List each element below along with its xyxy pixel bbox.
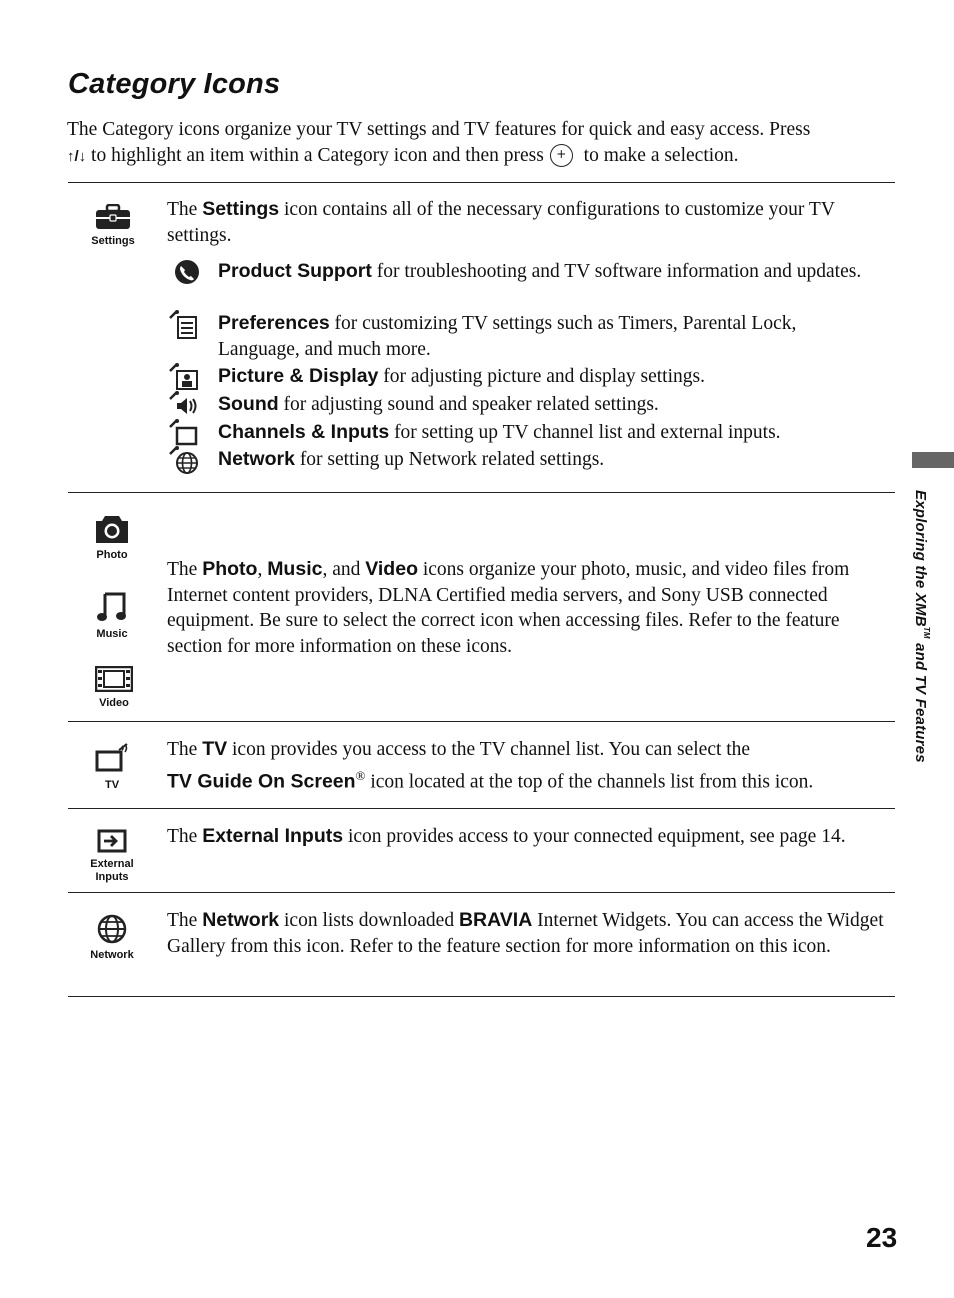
channels-inputs-desc: for setting up TV channel list and external inputs. [394, 422, 781, 443]
toolbox-icon [95, 204, 131, 230]
music-icon-label: Music [96, 628, 128, 640]
page-number: 23 [866, 1222, 898, 1253]
tv-icon-label: TV [104, 779, 120, 791]
tv-name: TV [202, 738, 228, 760]
tv-desc-2: icon located at the top of the channels list from this icon. [370, 771, 814, 792]
text: The [167, 910, 198, 931]
external-inputs-name: External Inputs [202, 825, 344, 847]
network-description [167, 908, 889, 959]
sound-desc: for adjusting sound and speaker related settings. [283, 394, 659, 415]
channels-inputs-icon [167, 419, 207, 449]
divider [68, 721, 895, 722]
tv-desc-1: icon provides you access to the TV channel list. You can select the [232, 739, 751, 760]
network-settings-icon [167, 446, 207, 476]
external-inputs-desc: icon provides access to your connected equipment, see page 14. [347, 826, 846, 847]
network-desc-2: Internet Widgets. You can access the Widget Gallery from this icon. Refer to the feature section for more information on this icon. [167, 910, 884, 957]
sub-item-network [167, 446, 867, 474]
intro-text-1: The Category icons organize your TV settings and TV features for quick and easy access. Press [67, 119, 811, 140]
globe-icon [96, 914, 128, 944]
external-inputs-category [67, 829, 157, 884]
picture-display-desc: for adjusting picture and display settings. [383, 366, 705, 387]
video-name: Video [365, 558, 418, 580]
media-description [167, 557, 889, 659]
divider [68, 808, 895, 809]
channels-inputs-name: Channels & Inputs [218, 421, 390, 443]
intro-text-3: to make a selection. [583, 145, 739, 166]
photo-category [67, 514, 157, 562]
product-support-desc: for troubleshooting and TV software information and updates. [376, 261, 862, 282]
network-category [67, 914, 157, 962]
text: The [167, 739, 198, 760]
tv-icon [93, 742, 131, 774]
intro-paragraph [67, 117, 897, 170]
settings-category [68, 204, 158, 248]
sub-item-channels-inputs [167, 419, 867, 447]
settings-icon-label: Settings [91, 235, 135, 247]
up-down-arrows-icon: ↑/↓ [67, 148, 87, 165]
sub-item-preferences [167, 310, 867, 362]
film-strip-icon [95, 666, 133, 692]
bravia-name: BRAVIA [458, 909, 533, 931]
network-name: Network [202, 909, 280, 931]
picture-display-name: Picture & Display [218, 365, 379, 387]
text: The [167, 199, 198, 220]
music-note-icon [96, 591, 128, 623]
network-settings-name: Network [218, 448, 295, 470]
tv-guide-name: TV Guide On Screen [167, 770, 356, 792]
select-button-icon [550, 144, 573, 167]
network-desc-1: icon lists downloaded [284, 910, 455, 931]
side-label-text-1: Exploring the XMB [912, 490, 929, 627]
registered-mark: ® [355, 767, 366, 783]
text: The [167, 559, 198, 580]
product-support-name: Product Support [218, 260, 372, 282]
comma: , [257, 559, 263, 580]
external-icon-label-1: External [90, 858, 134, 870]
tv-description [167, 737, 889, 795]
divider [68, 492, 895, 493]
divider [68, 892, 895, 893]
photo-icon-label: Photo [96, 549, 128, 561]
sound-name: Sound [218, 393, 279, 415]
sound-icon [167, 391, 207, 421]
network-icon-label: Network [90, 949, 134, 961]
and-text: , and [322, 559, 361, 580]
divider [68, 996, 895, 997]
page-title: Category Icons [68, 68, 281, 100]
sub-item-sound [167, 391, 867, 419]
trademark-mark: TM [922, 626, 931, 639]
settings-description [167, 197, 889, 248]
sub-item-picture-display [167, 363, 867, 391]
media-desc: icons organize your photo, music, and video files from Internet content providers, DLNA Certified media servers, and Sony USB connected equipment. Be sure to select the correct icon when accessing files. Refer to the feature section for more information on these icons. [167, 559, 850, 657]
external-input-icon [95, 829, 129, 853]
photo-name: Photo [202, 558, 258, 580]
camera-icon [94, 514, 130, 544]
sub-item-product-support [167, 258, 867, 310]
external-inputs-description [167, 824, 889, 850]
network-settings-desc: for setting up Network related settings. [299, 449, 605, 470]
intro-text-2: to highlight an item within a Category icon and then press [91, 145, 544, 166]
external-icon-label-2: Inputs [95, 871, 129, 883]
side-label-text-2: and TV Features [912, 638, 929, 763]
settings-name: Settings [202, 198, 280, 220]
preferences-icon [167, 310, 207, 340]
section-tab-marker [912, 452, 954, 468]
settings-desc: icon contains all of the necessary configurations to customize your TV settings. [167, 199, 835, 246]
phone-icon [167, 258, 207, 288]
divider [68, 182, 895, 183]
music-name: Music [267, 558, 323, 580]
picture-display-icon [167, 363, 207, 393]
preferences-name: Preferences [218, 312, 330, 334]
preferences-desc: for customizing TV settings such as Timers, Parental Lock, Language, and much more. [218, 313, 797, 360]
video-icon-label: Video [99, 697, 129, 709]
music-category [67, 591, 157, 641]
section-side-label [912, 490, 931, 763]
video-category [69, 666, 159, 710]
tv-category [67, 742, 157, 792]
text: The [167, 826, 198, 847]
